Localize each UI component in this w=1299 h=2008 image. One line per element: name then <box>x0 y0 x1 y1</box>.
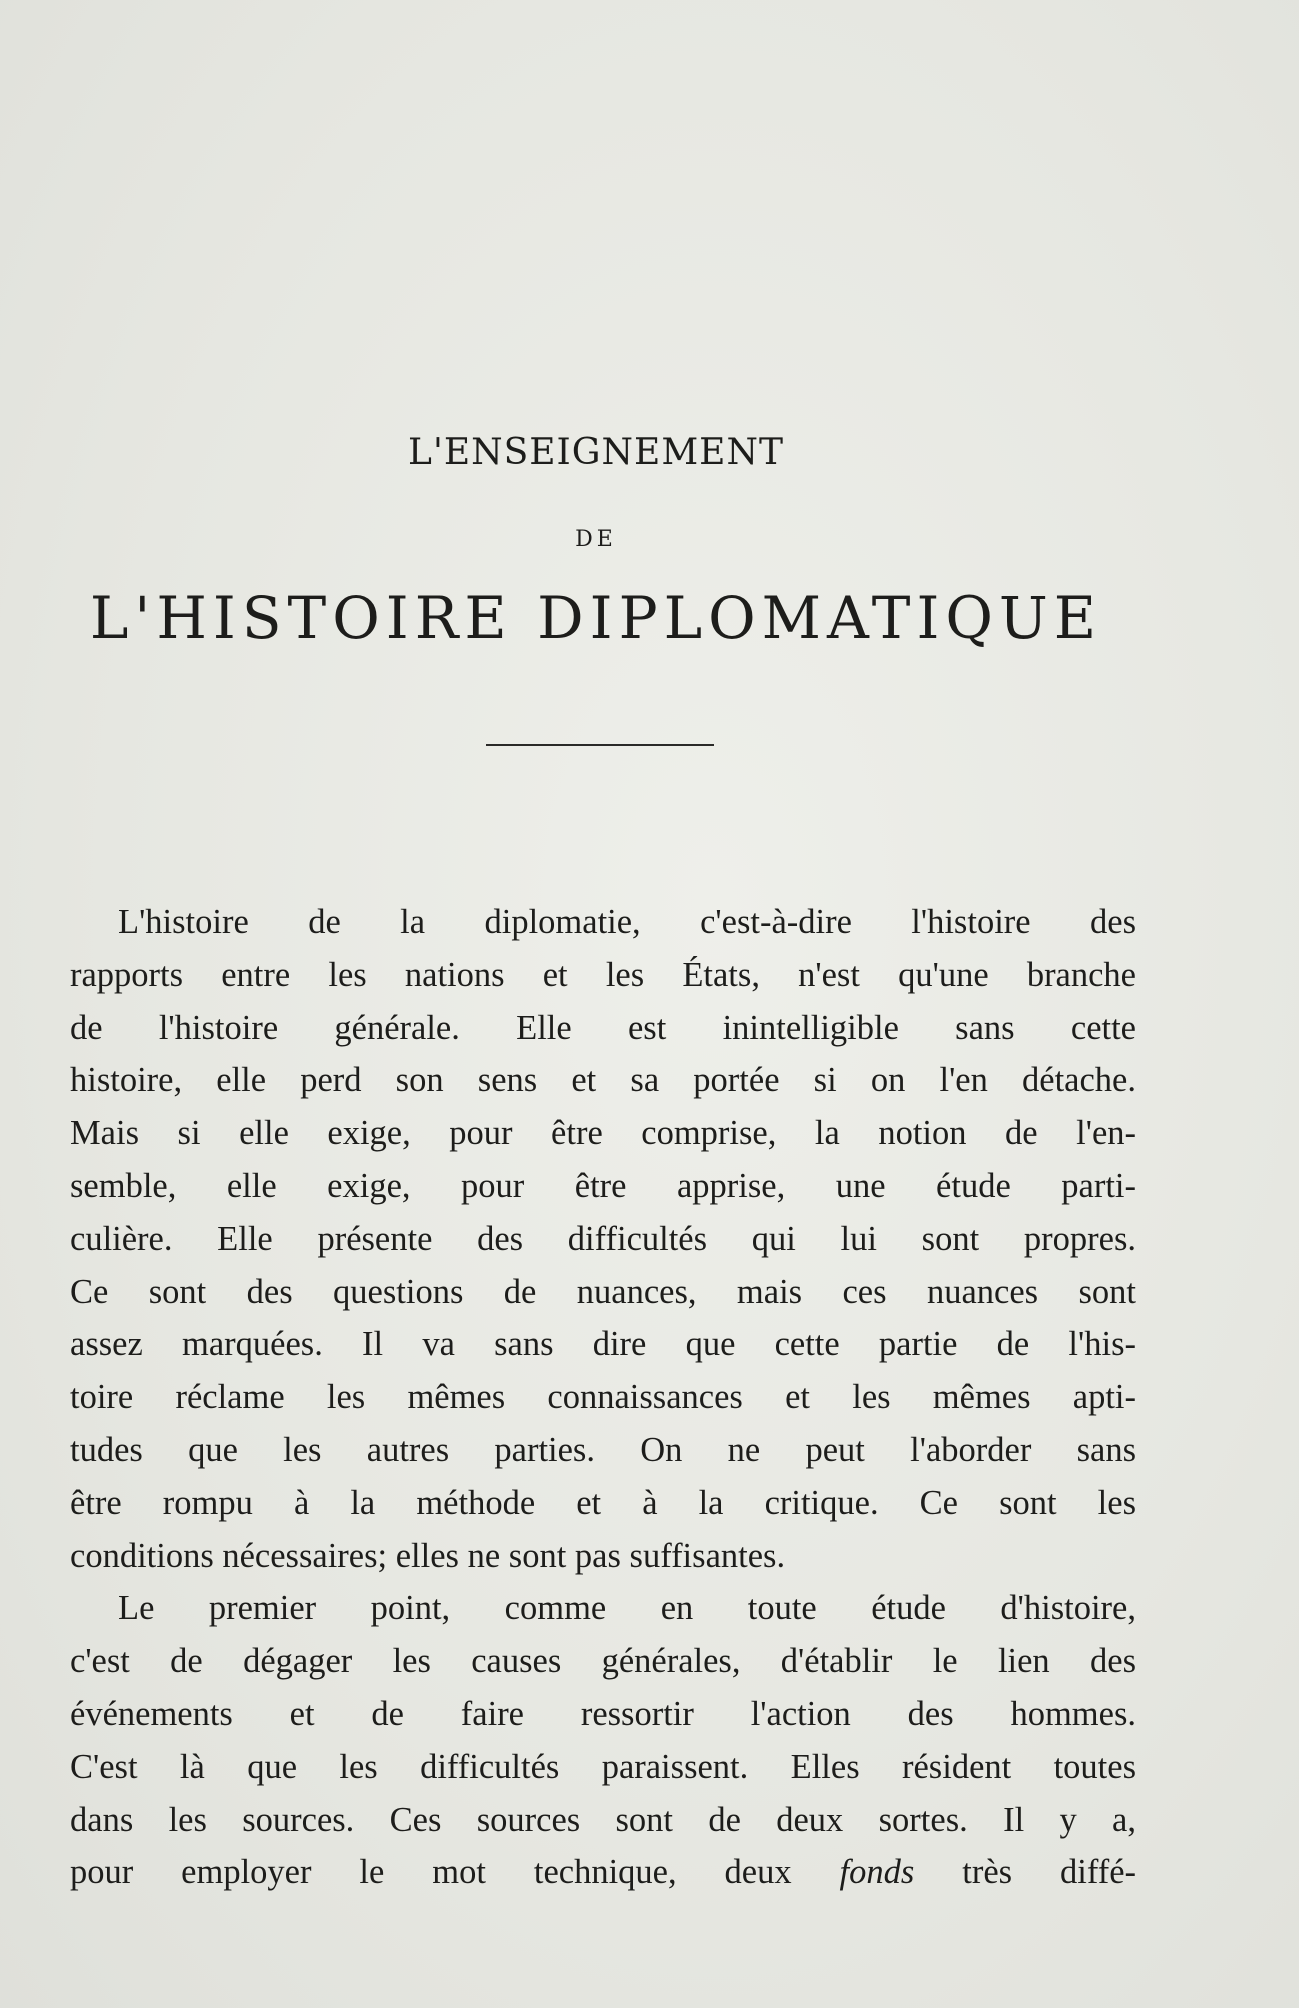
text-line: de l'histoire générale. Elle est inintelligible sans cette <box>70 1008 1136 1047</box>
text-line: rapports entre les nations et les États, n'est qu'une branche <box>70 955 1136 994</box>
text-line: être rompu à la méthode et à la critique. Ce sont les <box>70 1483 1136 1522</box>
text-line: conditions nécessaires; elles ne sont pas suffisantes. <box>70 1536 786 1575</box>
text-line: histoire, elle perd son sens et sa portée si on l'en détache. <box>70 1061 1136 1100</box>
italic-word: fonds <box>839 1853 915 1892</box>
text-line: Mais si elle exige, pour être comprise, la notion de l'en- <box>70 1114 1136 1153</box>
text-segment: pour employer le mot technique, deux <box>70 1853 840 1892</box>
text-line: dans les sources. Ces sources sont de deux sortes. Il y a, <box>70 1800 1136 1839</box>
text-line: semble, elle exige, pour être apprise, une étude parti- <box>70 1166 1136 1205</box>
heading-line-2: DE <box>575 527 617 552</box>
text-line: Le premier point, comme en toute étude d'histoire, <box>118 1589 1136 1628</box>
text-line: Ce sont des questions de nuances, mais ces nuances sont <box>70 1272 1136 1311</box>
text-line-last <box>70 1846 1136 1899</box>
title-divider <box>486 744 714 746</box>
paragraph-2 <box>70 1582 1136 1899</box>
text-line: c'est de dégager les causes générales, d'établir le lien des <box>70 1642 1136 1681</box>
text-line: assez marquées. Il va sans dire que cette partie de l'his- <box>70 1325 1136 1364</box>
text-line: culière. Elle présente des difficultés qui lui sont propres. <box>70 1219 1136 1258</box>
text-line: événements et de faire ressortir l'action des hommes. <box>70 1694 1136 1733</box>
paragraph-1 <box>70 896 1136 1582</box>
text-line: tudes que les autres parties. On ne peut l'aborder sans <box>70 1430 1136 1469</box>
text-line: L'histoire de la diplomatie, c'est-à-dire l'histoire des <box>118 903 1136 941</box>
body-text <box>70 896 1136 1899</box>
heading-line-1: L'ENSEIGNEMENT <box>408 432 784 473</box>
chapter-title: L'HISTOIRE DIPLOMATIQUE <box>89 584 1103 652</box>
text-line: toire réclame les mêmes connaissances et les mêmes apti- <box>70 1378 1136 1417</box>
text-line: C'est là que les difficultés paraissent. Elles résident toutes <box>70 1747 1136 1786</box>
text-segment: très diffé- <box>914 1853 1136 1892</box>
